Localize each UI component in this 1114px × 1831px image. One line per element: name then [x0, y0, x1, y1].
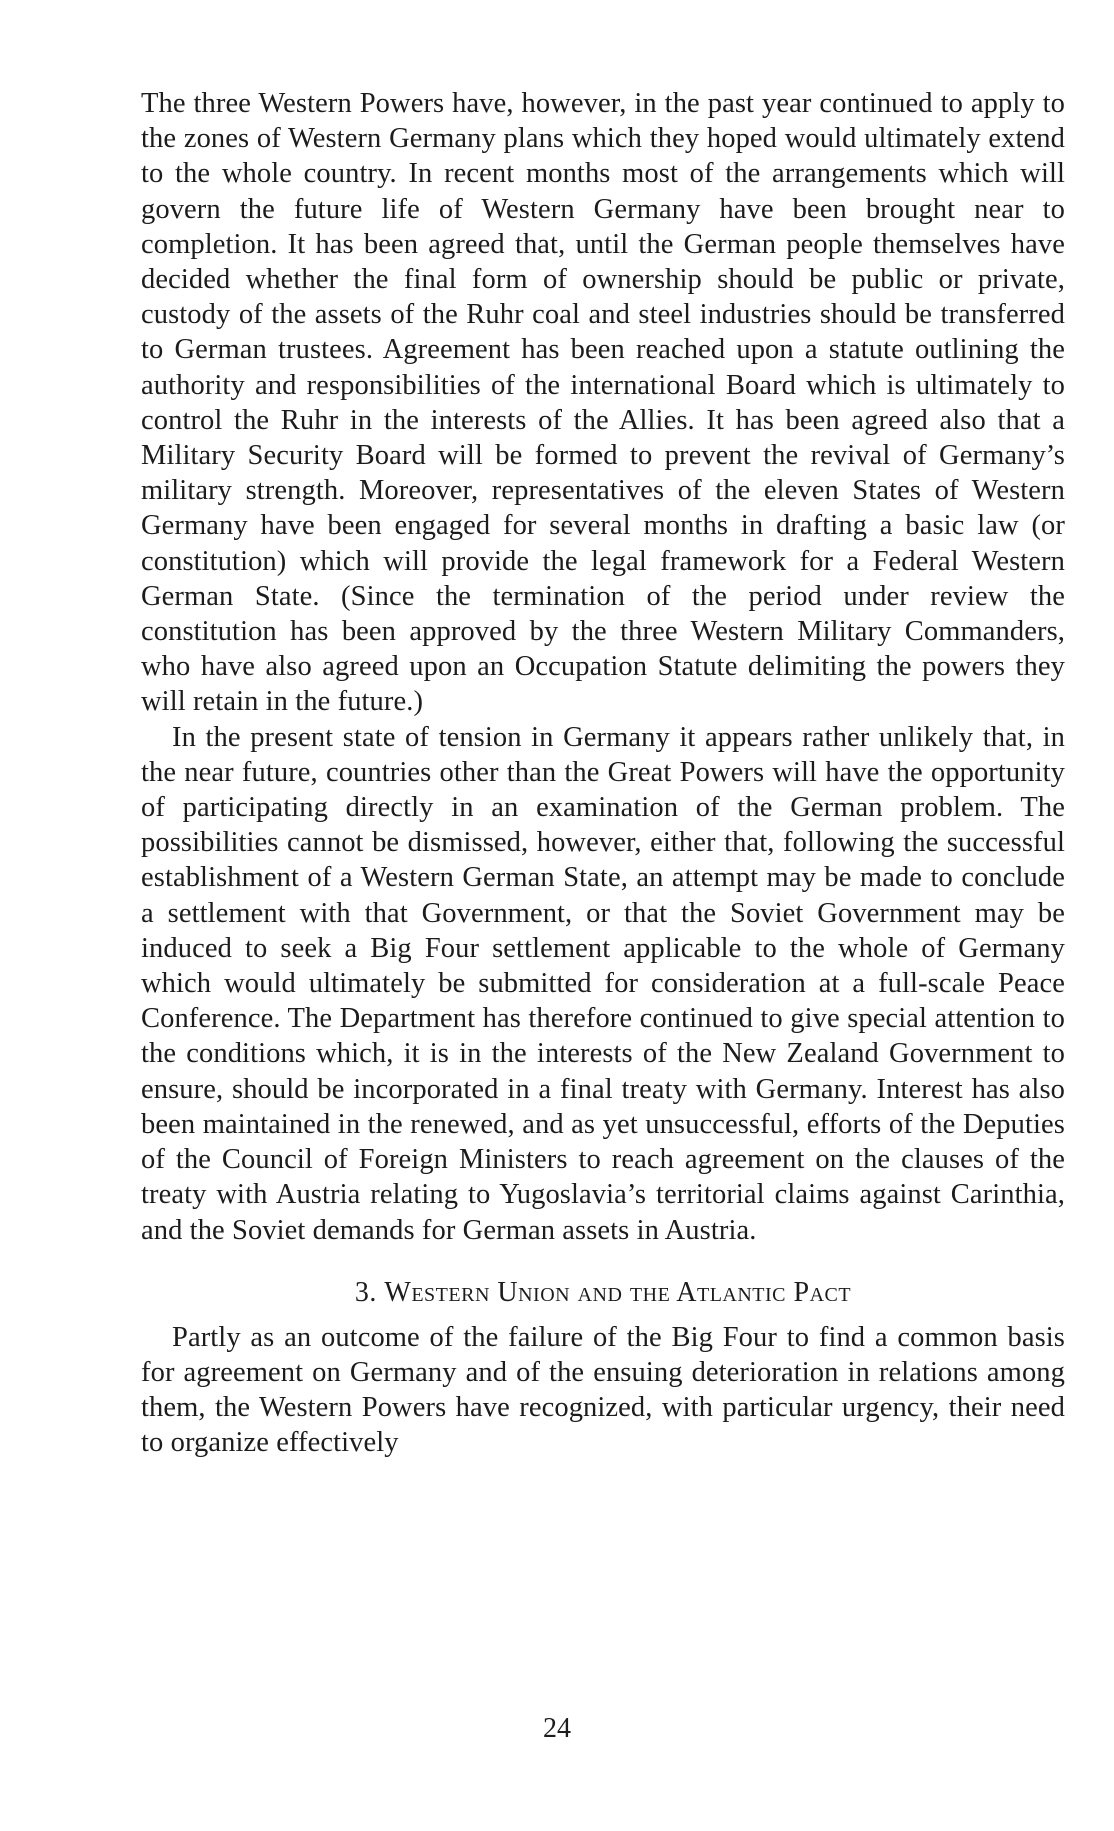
body-paragraph-western-powers: The three Western Powers have, however, in the past year continued to apply to the zones of Western Germany plans which they hoped would ultimately extend to the whole country. In recent months most of the arrangements which will govern the future life of Western Germany have been brought near to completion. It has been agreed that, until the German people themselves have decided whether the final form of ownership should be public or private, custody of the assets of the Ruhr coal and steel industries should be transferred to German trustees. Agreement has been reached upon a statute outlining the authority and responsibilities of the international Board which is ultimately to control the Ruhr in the interests of the Allies. It has been agreed also that a Military Security Board will be formed to prevent the revival of Germany’s military strength. Moreover, representatives of the eleven States of Western Germany have been engaged for several months in drafting a basic law (or constitution) which will provide the legal framework for a Federal Western German State. (Since the termination of the period under review the constitution has been approved by the three Western Military Commanders, who have also agreed upon an Occupation Statute delimiting the powers they will retain in the future.) — [141, 88, 1065, 718]
body-paragraph-german-problem: In the present state of tension in Germany it appears rather unlikely that, in the near future, countries other than the Great Powers will have the opportunity of participating directly in an examination of the German problem. The possibilities cannot be dismissed, however, either that, following the successful establishment of a Western German State, an attempt may be made to conclude a settlement with that Government, or that the Soviet Government may be induced to seek a Big Four settlement applicable to the whole of Germany which would ultimately be submitted for consideration at a full-scale Peace Conference. The Department has therefore continued to give special attention to the conditions which, it is in the interests of the New Zealand Government to ensure, should be incorporated in a final treaty with Germany. Interest has also been maintained in the renewed, and as yet unsuccessful, efforts of the Deputies of the Council of Foreign Ministers to reach agreement on the clauses of the treaty with Austria relating to Yugoslavia’s territorial claims against Carinthia, and the Soviet demands for German assets in Austria. — [141, 721, 1065, 1246]
section-title: Western Union and the Atlantic Pact — [384, 1276, 852, 1308]
page-number: 24 — [543, 1713, 571, 1744]
document-page — [141, 86, 1065, 1461]
body-paragraph-western-union: Partly as an outcome of the failure of the Big Four to find a common basis for agreement on Germany and of the ensuing deterioration in relations among them, the Western Powers have recognized, with particular urgency, their need to organize effectively — [141, 1321, 1065, 1459]
section-number: 3. — [354, 1276, 377, 1308]
section-heading — [141, 1276, 1065, 1310]
